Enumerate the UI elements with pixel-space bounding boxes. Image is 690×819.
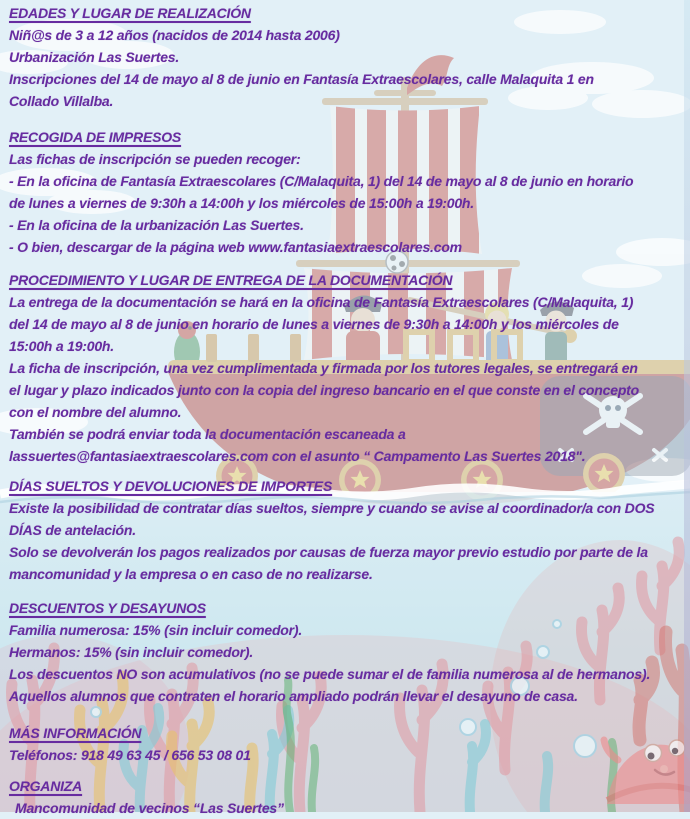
section-procedimiento — [9, 269, 690, 467]
phone-numbers: Teléfonos: 918 49 63 45 / 656 53 08 01 — [9, 747, 251, 763]
text-line: - En la oficina de Fantasía Extraescolares (C/Malaquita, 1) del 14 de mayo al 8 de junio en horario — [9, 173, 634, 189]
section-recogida — [9, 126, 690, 258]
section-descuentos — [9, 597, 690, 707]
section-heading: RECOGIDA DE IMPRESOS — [9, 129, 182, 145]
text-line: Inscripciones del 14 de mayo al 8 de junio en Fantasía Extraescolares, calle Malaquita 1 en — [9, 71, 594, 87]
text-line: Aquellos alumnos que contraten el horario ampliado podrán llevar el desayuno de casa. — [9, 688, 578, 704]
section-organiza — [9, 775, 690, 819]
text-line: Niñ@s de 3 a 12 años (nacidos de 2014 hasta 2006) — [9, 27, 340, 43]
text-line: - O bien, descargar de la página web www.fantasiaextraescolares.com — [9, 239, 462, 255]
section-heading: DÍAS SUELTOS Y DEVOLUCIONES DE IMPORTES — [9, 478, 333, 494]
text-line: el lugar y plazo indicados junto con la copia del ingreso bancario en el que conste en el concepto — [9, 382, 639, 398]
text-line: Solo se devolverán los pagos realizados por causas de fuerza mayor previo estudio por parte de la — [9, 544, 648, 560]
text-line: - En la oficina de la urbanización Las Suertes. — [9, 217, 304, 233]
section-heading: ORGANIZA — [9, 778, 83, 794]
text-line: Collado Villalba. — [9, 93, 114, 109]
text-line: Existe la posibilidad de contratar días sueltos, siempre y cuando se avise al coordinador/a con DOS — [9, 500, 655, 516]
section-heading: MÁS INFORMACIÓN — [9, 725, 142, 741]
text-line: 15:00h a 19:00h. — [9, 338, 114, 354]
section-heading: PROCEDIMIENTO Y LUGAR DE ENTREGA DE LA DOCUMENTACIÓN — [9, 272, 453, 288]
text-line: mancomunidad y la empresa o en caso de no realizarse. — [9, 566, 373, 582]
text-line: Familia numerosa: 15% (sin incluir comedor). — [9, 622, 303, 638]
text-line: Los descuentos NO son acumulativos (no se puede sumar el de familia numerosa al de hermanos). — [9, 666, 651, 682]
text-line: con el nombre del alumno. — [9, 404, 182, 420]
section-mas-informacion — [9, 722, 690, 766]
text-line: Urbanización Las Suertes. — [9, 49, 180, 65]
organizer-name: Mancomunidad de vecinos “Las Suertes” — [15, 800, 284, 816]
section-heading: DESCUENTOS Y DESAYUNOS — [9, 600, 206, 616]
text-line: La entrega de la documentación se hará en la oficina de Fantasía Extraescolares (C/Malaquita, 1) — [9, 294, 634, 310]
section-edades — [9, 2, 690, 112]
section-heading: EDADES Y LUGAR DE REALIZACIÓN — [9, 5, 251, 21]
text-line: La ficha de inscripción, una vez cumplimentada y firmada por los tutores legales, se entregará en — [9, 360, 638, 376]
text-line: de lunes a viernes de 9:30h a 14:00h y los miércoles de 15:00h a 19:00h. — [9, 195, 474, 211]
text-line: Las fichas de inscripción se pueden recoger: — [9, 151, 301, 167]
text-line: DÍAS de antelación. — [9, 522, 136, 538]
email-line: lassuertes@fantasiaextraescolares.com con el asunto “ Campamento Las Suertes 2018". — [9, 448, 586, 464]
text-line: También se podrá enviar toda la documentación escaneada a — [9, 426, 406, 442]
section-dias-sueltos — [9, 475, 690, 585]
text-line: del 14 de mayo al 8 de junio en horario de lunes a viernes de 9:30h a 14:00h y los miércoles de — [9, 316, 619, 332]
text-line: Hermanos: 15% (sin incluir comedor). — [9, 644, 254, 660]
